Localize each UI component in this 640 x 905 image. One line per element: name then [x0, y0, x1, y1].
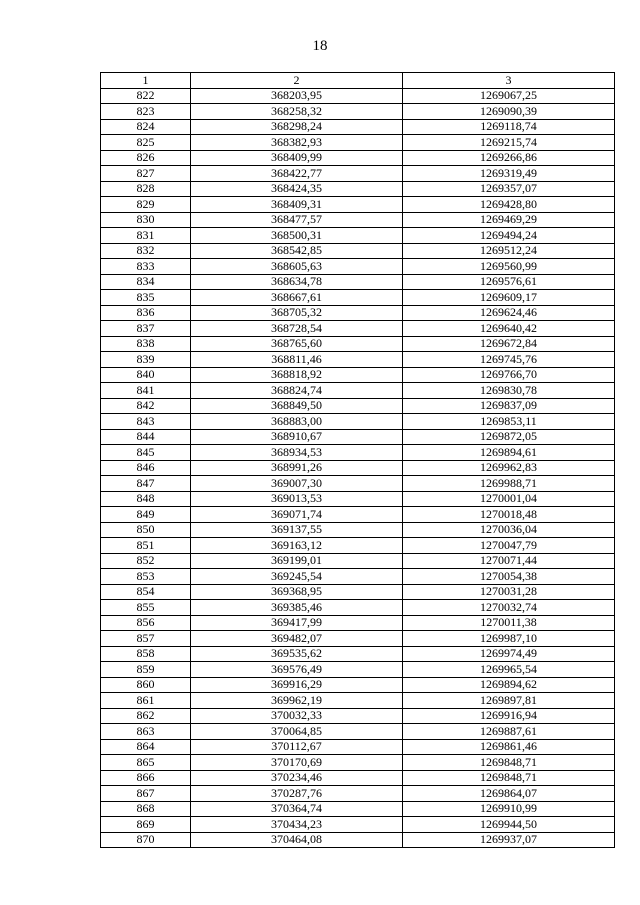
- cell-x-coordinate: 368765,60: [191, 336, 403, 352]
- table-row: [101, 119, 615, 135]
- cell-point-number: 870: [101, 832, 191, 848]
- cell-y-coordinate: 1269672,84: [403, 336, 615, 352]
- table-row: [101, 755, 615, 771]
- cell-x-coordinate: 368824,74: [191, 383, 403, 399]
- table-row: [101, 631, 615, 647]
- table-row: [101, 615, 615, 631]
- cell-y-coordinate: 1269118,74: [403, 119, 615, 135]
- table-row: [101, 259, 615, 275]
- cell-y-coordinate: 1269872,05: [403, 429, 615, 445]
- cell-point-number: 857: [101, 631, 191, 647]
- cell-point-number: 856: [101, 615, 191, 631]
- table-row: [101, 166, 615, 182]
- cell-point-number: 853: [101, 569, 191, 585]
- cell-point-number: 831: [101, 228, 191, 244]
- cell-y-coordinate: 1269987,10: [403, 631, 615, 647]
- table-row: [101, 801, 615, 817]
- cell-x-coordinate: 370032,33: [191, 708, 403, 724]
- cell-y-coordinate: 1270036,04: [403, 522, 615, 538]
- cell-x-coordinate: 369962,19: [191, 693, 403, 709]
- column-header-point-number: 1: [101, 73, 191, 89]
- table-row: [101, 507, 615, 523]
- table-row: [101, 538, 615, 554]
- cell-x-coordinate: 370464,08: [191, 832, 403, 848]
- table-row: [101, 243, 615, 259]
- column-header-y-coordinate: 3: [403, 73, 615, 89]
- cell-x-coordinate: 368883,00: [191, 414, 403, 430]
- table-row: [101, 135, 615, 151]
- cell-point-number: 849: [101, 507, 191, 523]
- cell-y-coordinate: 1270071,44: [403, 553, 615, 569]
- cell-point-number: 864: [101, 739, 191, 755]
- cell-x-coordinate: 370170,69: [191, 755, 403, 771]
- table-row: [101, 150, 615, 166]
- cell-y-coordinate: 1269837,09: [403, 398, 615, 414]
- table-row: [101, 383, 615, 399]
- cell-point-number: 869: [101, 817, 191, 833]
- cell-y-coordinate: 1269319,49: [403, 166, 615, 182]
- cell-point-number: 842: [101, 398, 191, 414]
- cell-x-coordinate: 368424,35: [191, 181, 403, 197]
- table-row: [101, 197, 615, 213]
- cell-y-coordinate: 1269937,07: [403, 832, 615, 848]
- table-row: [101, 693, 615, 709]
- cell-x-coordinate: 369368,95: [191, 584, 403, 600]
- cell-x-coordinate: 369137,55: [191, 522, 403, 538]
- table-row: [101, 88, 615, 104]
- cell-point-number: 841: [101, 383, 191, 399]
- cell-y-coordinate: 1270054,38: [403, 569, 615, 585]
- cell-point-number: 832: [101, 243, 191, 259]
- cell-y-coordinate: 1269848,71: [403, 755, 615, 771]
- cell-y-coordinate: 1269962,83: [403, 460, 615, 476]
- table-row: [101, 786, 615, 802]
- cell-x-coordinate: 370364,74: [191, 801, 403, 817]
- cell-x-coordinate: 368634,78: [191, 274, 403, 290]
- cell-x-coordinate: 370234,46: [191, 770, 403, 786]
- cell-x-coordinate: 369482,07: [191, 631, 403, 647]
- cell-y-coordinate: 1269609,17: [403, 290, 615, 306]
- table-row: [101, 476, 615, 492]
- cell-y-coordinate: 1270031,28: [403, 584, 615, 600]
- cell-point-number: 839: [101, 352, 191, 368]
- table-row: [101, 104, 615, 120]
- cell-y-coordinate: 1270001,04: [403, 491, 615, 507]
- cell-x-coordinate: 368934,53: [191, 445, 403, 461]
- cell-point-number: 850: [101, 522, 191, 538]
- cell-point-number: 844: [101, 429, 191, 445]
- table-row: [101, 321, 615, 337]
- cell-x-coordinate: 369199,01: [191, 553, 403, 569]
- cell-x-coordinate: 369007,30: [191, 476, 403, 492]
- cell-point-number: 866: [101, 770, 191, 786]
- table-row: [101, 569, 615, 585]
- cell-point-number: 858: [101, 646, 191, 662]
- cell-y-coordinate: 1270047,79: [403, 538, 615, 554]
- cell-x-coordinate: 368728,54: [191, 321, 403, 337]
- table-row: [101, 460, 615, 476]
- cell-y-coordinate: 1269848,71: [403, 770, 615, 786]
- cell-x-coordinate: 368542,85: [191, 243, 403, 259]
- cell-x-coordinate: 369385,46: [191, 600, 403, 616]
- cell-point-number: 836: [101, 305, 191, 321]
- cell-x-coordinate: 368382,93: [191, 135, 403, 151]
- cell-x-coordinate: 368991,26: [191, 460, 403, 476]
- cell-x-coordinate: 369163,12: [191, 538, 403, 554]
- table-row: [101, 522, 615, 538]
- cell-y-coordinate: 1270011,38: [403, 615, 615, 631]
- cell-point-number: 851: [101, 538, 191, 554]
- cell-x-coordinate: 368849,50: [191, 398, 403, 414]
- cell-point-number: 822: [101, 88, 191, 104]
- table-row: [101, 212, 615, 228]
- table-row: [101, 414, 615, 430]
- cell-point-number: 830: [101, 212, 191, 228]
- cell-y-coordinate: 1269965,54: [403, 662, 615, 678]
- table-row: [101, 398, 615, 414]
- cell-y-coordinate: 1269910,99: [403, 801, 615, 817]
- cell-x-coordinate: 368477,57: [191, 212, 403, 228]
- table-row: [101, 445, 615, 461]
- cell-y-coordinate: 1269469,29: [403, 212, 615, 228]
- table-row: [101, 770, 615, 786]
- cell-y-coordinate: 1269916,94: [403, 708, 615, 724]
- table-row: [101, 305, 615, 321]
- cell-x-coordinate: 368409,99: [191, 150, 403, 166]
- cell-point-number: 823: [101, 104, 191, 120]
- cell-x-coordinate: 368203,95: [191, 88, 403, 104]
- cell-y-coordinate: 1269894,62: [403, 677, 615, 693]
- cell-point-number: 852: [101, 553, 191, 569]
- cell-y-coordinate: 1269745,76: [403, 352, 615, 368]
- page-number: 18: [312, 38, 328, 54]
- cell-point-number: 867: [101, 786, 191, 802]
- cell-x-coordinate: 368258,32: [191, 104, 403, 120]
- cell-x-coordinate: 368409,31: [191, 197, 403, 213]
- table-row: [101, 724, 615, 740]
- cell-point-number: 837: [101, 321, 191, 337]
- header-row: [101, 73, 615, 89]
- table-row: [101, 832, 615, 848]
- cell-x-coordinate: 368298,24: [191, 119, 403, 135]
- cell-y-coordinate: 1269830,78: [403, 383, 615, 399]
- cell-y-coordinate: 1269512,24: [403, 243, 615, 259]
- cell-y-coordinate: 1269766,70: [403, 367, 615, 383]
- cell-x-coordinate: 368667,61: [191, 290, 403, 306]
- table-row: [101, 181, 615, 197]
- cell-point-number: 828: [101, 181, 191, 197]
- cell-point-number: 827: [101, 166, 191, 182]
- coordinates-table: [100, 72, 615, 848]
- table-body: [101, 88, 615, 848]
- cell-point-number: 848: [101, 491, 191, 507]
- cell-y-coordinate: 1269887,61: [403, 724, 615, 740]
- table-row: [101, 817, 615, 833]
- cell-point-number: 829: [101, 197, 191, 213]
- cell-x-coordinate: 369916,29: [191, 677, 403, 693]
- cell-x-coordinate: 369535,62: [191, 646, 403, 662]
- table-row: [101, 274, 615, 290]
- cell-y-coordinate: 1269861,46: [403, 739, 615, 755]
- cell-y-coordinate: 1270018,48: [403, 507, 615, 523]
- cell-point-number: 861: [101, 693, 191, 709]
- cell-x-coordinate: 368500,31: [191, 228, 403, 244]
- cell-x-coordinate: 370112,67: [191, 739, 403, 755]
- cell-x-coordinate: 370287,76: [191, 786, 403, 802]
- cell-point-number: 834: [101, 274, 191, 290]
- cell-point-number: 862: [101, 708, 191, 724]
- cell-point-number: 859: [101, 662, 191, 678]
- cell-x-coordinate: 370434,23: [191, 817, 403, 833]
- cell-y-coordinate: 1270032,74: [403, 600, 615, 616]
- cell-y-coordinate: 1269494,24: [403, 228, 615, 244]
- table-header: [101, 73, 615, 89]
- cell-point-number: 868: [101, 801, 191, 817]
- cell-y-coordinate: 1269988,71: [403, 476, 615, 492]
- cell-y-coordinate: 1269897,81: [403, 693, 615, 709]
- table-row: [101, 228, 615, 244]
- table-row: [101, 336, 615, 352]
- cell-point-number: 847: [101, 476, 191, 492]
- cell-point-number: 855: [101, 600, 191, 616]
- cell-point-number: 840: [101, 367, 191, 383]
- cell-point-number: 825: [101, 135, 191, 151]
- cell-x-coordinate: 370064,85: [191, 724, 403, 740]
- column-header-x-coordinate: 2: [191, 73, 403, 89]
- cell-y-coordinate: 1269215,74: [403, 135, 615, 151]
- table-row: [101, 367, 615, 383]
- cell-point-number: 833: [101, 259, 191, 275]
- cell-y-coordinate: 1269974,49: [403, 646, 615, 662]
- cell-point-number: 865: [101, 755, 191, 771]
- table-row: [101, 677, 615, 693]
- cell-point-number: 846: [101, 460, 191, 476]
- cell-x-coordinate: 369245,54: [191, 569, 403, 585]
- cell-x-coordinate: 369013,53: [191, 491, 403, 507]
- cell-x-coordinate: 369071,74: [191, 507, 403, 523]
- table-row: [101, 646, 615, 662]
- cell-y-coordinate: 1269853,11: [403, 414, 615, 430]
- table-row: [101, 429, 615, 445]
- cell-y-coordinate: 1269640,42: [403, 321, 615, 337]
- table-row: [101, 352, 615, 368]
- cell-x-coordinate: 368422,77: [191, 166, 403, 182]
- cell-x-coordinate: 368705,32: [191, 305, 403, 321]
- cell-y-coordinate: 1269944,50: [403, 817, 615, 833]
- cell-y-coordinate: 1269576,61: [403, 274, 615, 290]
- table-row: [101, 584, 615, 600]
- cell-point-number: 835: [101, 290, 191, 306]
- cell-y-coordinate: 1269067,25: [403, 88, 615, 104]
- cell-y-coordinate: 1269624,46: [403, 305, 615, 321]
- table-row: [101, 553, 615, 569]
- cell-x-coordinate: 368910,67: [191, 429, 403, 445]
- table-row: [101, 290, 615, 306]
- table-row: [101, 491, 615, 507]
- cell-y-coordinate: 1269090,39: [403, 104, 615, 120]
- cell-y-coordinate: 1269560,99: [403, 259, 615, 275]
- cell-x-coordinate: 369417,99: [191, 615, 403, 631]
- cell-x-coordinate: 369576,49: [191, 662, 403, 678]
- cell-x-coordinate: 368818,92: [191, 367, 403, 383]
- cell-point-number: 845: [101, 445, 191, 461]
- cell-x-coordinate: 368811,46: [191, 352, 403, 368]
- table-row: [101, 739, 615, 755]
- cell-y-coordinate: 1269428,80: [403, 197, 615, 213]
- cell-point-number: 863: [101, 724, 191, 740]
- cell-point-number: 854: [101, 584, 191, 600]
- table-row: [101, 662, 615, 678]
- cell-y-coordinate: 1269864,07: [403, 786, 615, 802]
- cell-y-coordinate: 1269894,61: [403, 445, 615, 461]
- cell-point-number: 860: [101, 677, 191, 693]
- cell-point-number: 843: [101, 414, 191, 430]
- table-row: [101, 600, 615, 616]
- cell-point-number: 824: [101, 119, 191, 135]
- cell-y-coordinate: 1269357,07: [403, 181, 615, 197]
- cell-y-coordinate: 1269266,86: [403, 150, 615, 166]
- cell-point-number: 838: [101, 336, 191, 352]
- cell-x-coordinate: 368605,63: [191, 259, 403, 275]
- cell-point-number: 826: [101, 150, 191, 166]
- table-row: [101, 708, 615, 724]
